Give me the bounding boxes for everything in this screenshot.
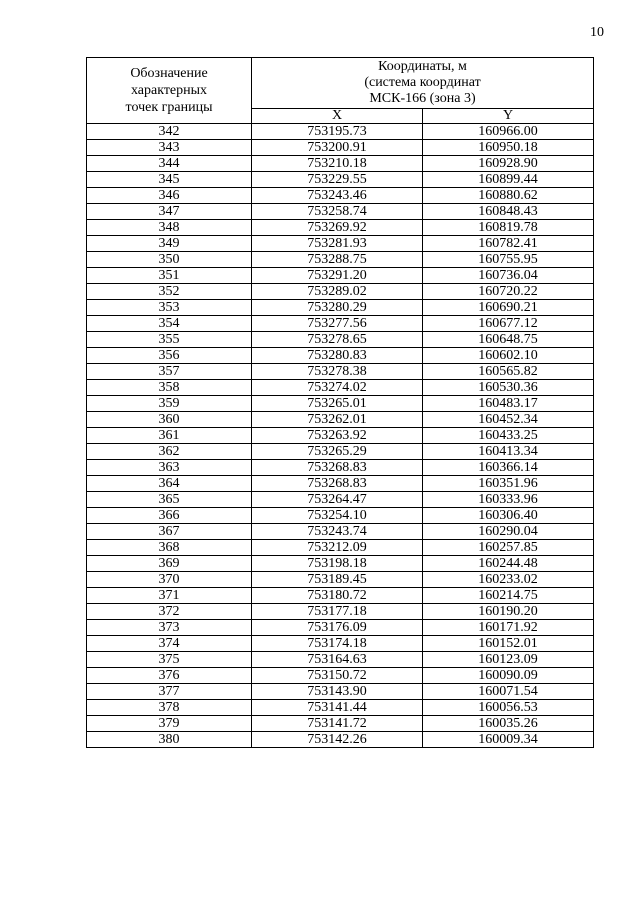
x-cell: 753269.92	[252, 220, 423, 236]
table-row	[87, 732, 594, 748]
x-cell: 753177.18	[252, 604, 423, 620]
x-cell: 753274.02	[252, 380, 423, 396]
table-row	[87, 636, 594, 652]
x-cell: 753265.29	[252, 444, 423, 460]
y-cell: 160056.53	[423, 700, 594, 716]
table-row	[87, 540, 594, 556]
y-cell: 160152.01	[423, 636, 594, 652]
y-cell: 160190.20	[423, 604, 594, 620]
table-row	[87, 604, 594, 620]
x-cell: 753291.20	[252, 268, 423, 284]
table-row	[87, 524, 594, 540]
x-cell: 753189.45	[252, 572, 423, 588]
x-cell: 753180.72	[252, 588, 423, 604]
table-row	[87, 620, 594, 636]
x-cell: 753212.09	[252, 540, 423, 556]
table-row	[87, 716, 594, 732]
y-cell: 160966.00	[423, 124, 594, 140]
y-column-header: Y	[423, 109, 594, 124]
point-cell: 366	[87, 508, 252, 524]
table-row	[87, 508, 594, 524]
y-cell: 160565.82	[423, 364, 594, 380]
table-row	[87, 396, 594, 412]
point-cell: 357	[87, 364, 252, 380]
table-row	[87, 156, 594, 172]
x-cell: 753243.74	[252, 524, 423, 540]
y-cell: 160009.34	[423, 732, 594, 748]
header-line: Координаты, м	[378, 59, 467, 74]
y-cell: 160035.26	[423, 716, 594, 732]
y-cell: 160351.96	[423, 476, 594, 492]
y-cell: 160950.18	[423, 140, 594, 156]
y-cell: 160880.62	[423, 188, 594, 204]
point-cell: 362	[87, 444, 252, 460]
y-cell: 160690.21	[423, 300, 594, 316]
x-cell: 753281.93	[252, 236, 423, 252]
point-cell: 361	[87, 428, 252, 444]
table-row	[87, 460, 594, 476]
table-row	[87, 684, 594, 700]
page-number: 10	[590, 25, 604, 40]
table-row	[87, 412, 594, 428]
point-cell: 358	[87, 380, 252, 396]
y-cell: 160366.14	[423, 460, 594, 476]
point-cell: 359	[87, 396, 252, 412]
y-cell: 160928.90	[423, 156, 594, 172]
x-cell: 753174.18	[252, 636, 423, 652]
header-line: характерных	[130, 83, 208, 98]
y-cell: 160755.95	[423, 252, 594, 268]
y-cell: 160244.48	[423, 556, 594, 572]
y-cell: 160736.04	[423, 268, 594, 284]
table-row	[87, 492, 594, 508]
y-cell: 160452.34	[423, 412, 594, 428]
y-cell: 160483.17	[423, 396, 594, 412]
x-cell: 753277.56	[252, 316, 423, 332]
x-cell: 753278.65	[252, 332, 423, 348]
x-cell: 753229.55	[252, 172, 423, 188]
y-cell: 160257.85	[423, 540, 594, 556]
table-row	[87, 252, 594, 268]
point-cell: 368	[87, 540, 252, 556]
y-cell: 160720.22	[423, 284, 594, 300]
x-cell: 753265.01	[252, 396, 423, 412]
x-cell: 753268.83	[252, 476, 423, 492]
x-cell: 753243.46	[252, 188, 423, 204]
y-cell: 160602.10	[423, 348, 594, 364]
x-cell: 753288.75	[252, 252, 423, 268]
table-row	[87, 348, 594, 364]
point-cell: 374	[87, 636, 252, 652]
table-row	[87, 556, 594, 572]
x-cell: 753210.18	[252, 156, 423, 172]
y-cell: 160071.54	[423, 684, 594, 700]
x-cell: 753278.38	[252, 364, 423, 380]
x-cell: 753142.26	[252, 732, 423, 748]
table-row	[87, 332, 594, 348]
point-cell: 342	[87, 124, 252, 140]
y-cell: 160848.43	[423, 204, 594, 220]
point-cell: 352	[87, 284, 252, 300]
point-cell: 346	[87, 188, 252, 204]
x-cell: 753268.83	[252, 460, 423, 476]
point-cell: 375	[87, 652, 252, 668]
table-row	[87, 300, 594, 316]
point-cell: 345	[87, 172, 252, 188]
y-cell: 160214.75	[423, 588, 594, 604]
y-cell: 160290.04	[423, 524, 594, 540]
table-row	[87, 204, 594, 220]
point-cell: 344	[87, 156, 252, 172]
table-row	[87, 444, 594, 460]
point-cell: 349	[87, 236, 252, 252]
x-cell: 753195.73	[252, 124, 423, 140]
table-row	[87, 316, 594, 332]
y-cell: 160413.34	[423, 444, 594, 460]
table-row	[87, 236, 594, 252]
table-body	[87, 124, 594, 748]
x-cell: 753198.18	[252, 556, 423, 572]
y-cell: 160306.40	[423, 508, 594, 524]
table-row	[87, 172, 594, 188]
y-cell: 160899.44	[423, 172, 594, 188]
x-cell: 753254.10	[252, 508, 423, 524]
y-cell: 160530.36	[423, 380, 594, 396]
point-cell: 380	[87, 732, 252, 748]
point-cell: 353	[87, 300, 252, 316]
table-row	[87, 188, 594, 204]
point-cell: 379	[87, 716, 252, 732]
point-cell: 378	[87, 700, 252, 716]
table-row	[87, 668, 594, 684]
point-cell: 350	[87, 252, 252, 268]
table-row	[87, 284, 594, 300]
table-row	[87, 140, 594, 156]
y-cell: 160648.75	[423, 332, 594, 348]
point-cell: 377	[87, 684, 252, 700]
point-cell: 367	[87, 524, 252, 540]
x-cell: 753141.72	[252, 716, 423, 732]
point-cell: 343	[87, 140, 252, 156]
point-cell: 365	[87, 492, 252, 508]
point-cell: 355	[87, 332, 252, 348]
table-header-row	[87, 58, 594, 109]
y-cell: 160171.92	[423, 620, 594, 636]
coordinates-table	[86, 57, 594, 748]
x-column-header: X	[252, 109, 423, 124]
point-cell: 370	[87, 572, 252, 588]
point-cell: 372	[87, 604, 252, 620]
point-cell: 364	[87, 476, 252, 492]
x-cell: 753263.92	[252, 428, 423, 444]
x-cell: 753164.63	[252, 652, 423, 668]
table-row	[87, 268, 594, 284]
point-cell: 369	[87, 556, 252, 572]
table-row	[87, 380, 594, 396]
y-cell: 160433.25	[423, 428, 594, 444]
coordinates-header	[252, 58, 594, 109]
point-cell: 351	[87, 268, 252, 284]
x-cell: 753280.83	[252, 348, 423, 364]
y-cell: 160233.02	[423, 572, 594, 588]
x-cell: 753141.44	[252, 700, 423, 716]
x-cell: 753262.01	[252, 412, 423, 428]
point-cell: 363	[87, 460, 252, 476]
x-cell: 753143.90	[252, 684, 423, 700]
point-cell: 356	[87, 348, 252, 364]
table-row	[87, 476, 594, 492]
table-row	[87, 364, 594, 380]
table-row	[87, 220, 594, 236]
y-cell: 160677.12	[423, 316, 594, 332]
header-line: МСК-166 (зона 3)	[369, 91, 476, 106]
point-cell: 376	[87, 668, 252, 684]
table-row	[87, 124, 594, 140]
y-cell: 160819.78	[423, 220, 594, 236]
table-row	[87, 588, 594, 604]
header-line: Обозначение	[130, 66, 208, 81]
header-line: точек границы	[125, 100, 213, 115]
point-cell: 360	[87, 412, 252, 428]
x-cell: 753176.09	[252, 620, 423, 636]
table-row	[87, 428, 594, 444]
point-cell: 373	[87, 620, 252, 636]
x-cell: 753200.91	[252, 140, 423, 156]
table-row	[87, 572, 594, 588]
y-cell: 160123.09	[423, 652, 594, 668]
x-cell: 753258.74	[252, 204, 423, 220]
point-cell: 348	[87, 220, 252, 236]
y-cell: 160333.96	[423, 492, 594, 508]
y-cell: 160782.41	[423, 236, 594, 252]
table-row	[87, 700, 594, 716]
point-cell: 347	[87, 204, 252, 220]
point-designation-header	[87, 58, 252, 124]
x-cell: 753289.02	[252, 284, 423, 300]
header-line: (система координат	[364, 75, 481, 90]
y-cell: 160090.09	[423, 668, 594, 684]
table-row	[87, 652, 594, 668]
x-cell: 753150.72	[252, 668, 423, 684]
point-cell: 371	[87, 588, 252, 604]
x-cell: 753280.29	[252, 300, 423, 316]
point-cell: 354	[87, 316, 252, 332]
x-cell: 753264.47	[252, 492, 423, 508]
